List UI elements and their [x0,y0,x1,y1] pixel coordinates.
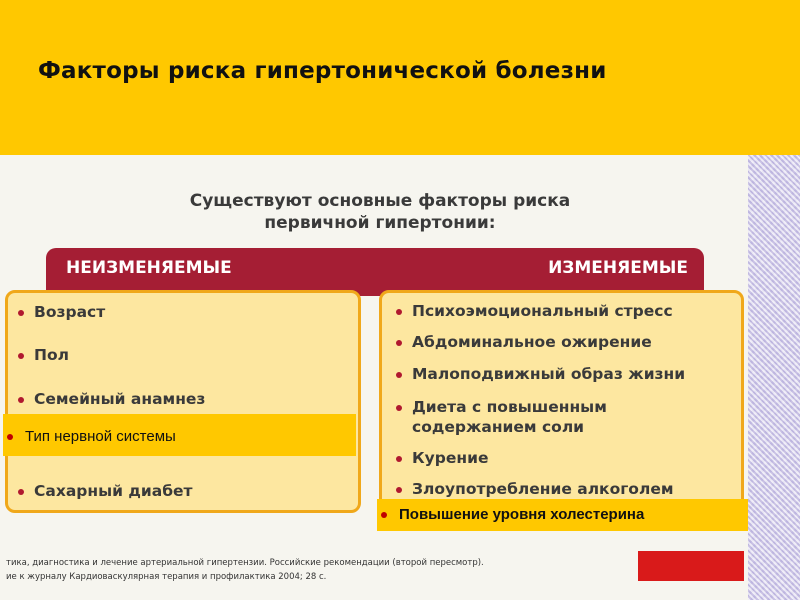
list-item [14,345,69,366]
decorative-pattern [748,155,800,600]
list-item [392,479,674,500]
bullet-icon [396,309,402,315]
bullet-icon [18,310,24,316]
bullet-icon [396,487,402,493]
list-item [392,397,607,418]
highlight-label: Тип нервной системы [25,428,176,445]
footnote-line2: ие к журналу Кардиоваскулярная терапия и профилактика 2004; 28 с. [6,572,327,582]
highlight-cholesterol [377,499,750,531]
figure-subtitle-line2: первичной гипертонии: [264,213,496,233]
list-item [392,364,685,385]
highlight-nervous-system [3,414,356,456]
bullet-icon [18,489,24,495]
title-bar [0,0,800,155]
figure-subtitle-line1: Существуют основные факторы риска [189,191,571,211]
slide-title: Факторы риска гипертонической болезни [38,58,607,84]
list-item-label: Диета с повышенным [412,398,607,416]
bullet-icon [381,512,387,518]
highlight-label: Повышение уровня холестерина [399,506,645,523]
list-item-label: Злоупотребление алкоголем [412,480,674,498]
bullet-icon [7,434,13,440]
list-item-label: Психоэмоциональный стресс [412,302,673,320]
figure-subtitle [100,190,660,234]
list-item-label: содержанием соли [412,418,585,436]
list-item-continuation [392,417,584,438]
category-banner [46,248,704,296]
list-item-label: Абдоминальное ожирение [412,333,652,351]
bullet-icon [396,405,402,411]
footnote-line1: тика, диагностика и лечение артериальной гипертензии. Российские рекомендации (второй пересмотр). [6,558,484,568]
list-item [392,301,673,322]
list-item [14,389,205,410]
list-item [392,332,652,353]
bullet-icon [396,456,402,462]
bullet-icon [18,397,24,403]
list-item-label: Курение [412,449,489,467]
list-item [14,481,193,502]
list-item-label: Сахарный диабет [34,482,193,500]
bullet-icon [396,372,402,378]
list-item-label: Семейный анамнез [34,390,206,408]
bullet-icon [18,353,24,359]
list-item-label: Малоподвижный образ жизни [412,365,686,383]
non-modifiable-heading: НЕИЗМЕНЯЕМЫЕ [66,258,232,278]
red-block [638,551,744,581]
bullet-icon [396,340,402,346]
list-item-label: Пол [34,346,69,364]
list-item-label: Возраст [34,303,106,321]
modifiable-heading: ИЗМЕНЯЕМЫЕ [548,258,688,278]
list-item [14,302,105,323]
list-item [392,448,488,469]
